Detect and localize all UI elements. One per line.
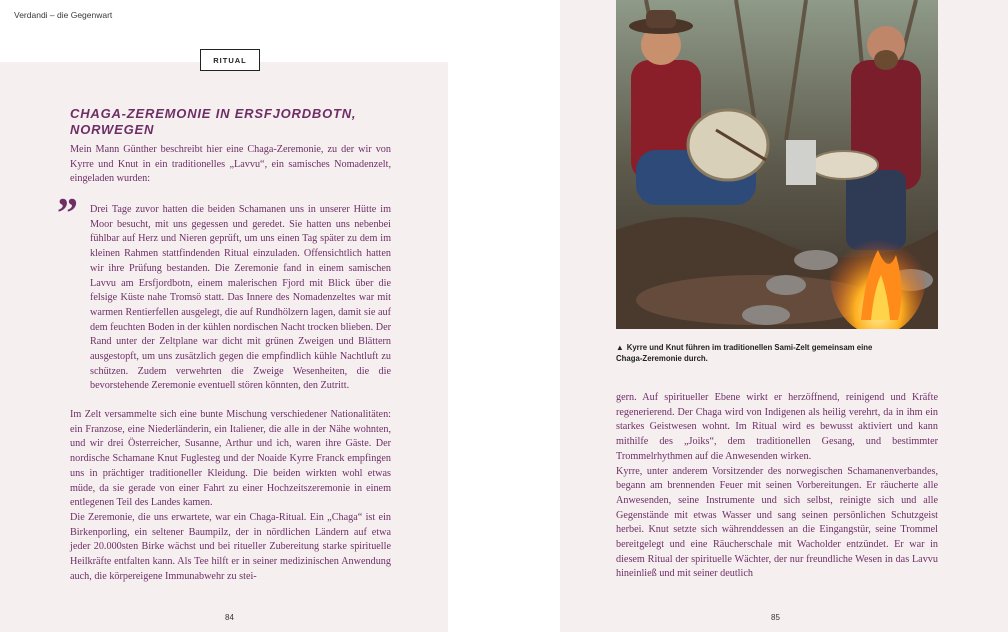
- ceremony-photo: [616, 0, 938, 329]
- section-label: RITUAL: [200, 49, 260, 71]
- caption-text: Kyrre und Knut führen im traditionellen Sami-Zelt gemeinsam eine Chaga-Zeremonie durch.: [616, 343, 873, 363]
- quote-mark-icon: ”: [57, 191, 78, 237]
- page-number-right: 85: [771, 613, 780, 622]
- triangle-marker-icon: ▲: [616, 343, 624, 352]
- right-paragraph-2: Kyrre, unter anderem Vorsitzender des norwegischen Schamanenverbandes, begann am brennenden Feuer mit seinen Vorbereitungen. Er räucherte alle Anwesenden, seine Instrumente und sich selbst, reinigte sich und alle Gegenstände mit etwas Wasser und sang seinen persönlichen Schutzgeist herbei. Knut setzte sich währenddessen an die Eingangstür, seine Trommel bereitgelegt und eine Räucherschale mit Wacholder entzündet. Er war in diesem Ritual der spirituelle Wächter, der nur freundliche Wesen in das Lavvu hineinließ und mit seiner deutlich: [616, 465, 938, 580]
- paragraph-3: Die Zeremonie, die uns erwartete, war ein Chaga-Ritual. Ein „Chaga“ ist ein Birkenporling, ein seltener Baumpilz, der in nördlichen Ländern auf etwa jeder 20.000sten Birke wächst und bei ritueller Zubereitung starke spirituelle Heilkräfte entfalten kann. Als Tee hilft er in seiner medizinischen Anwendung auch, die körpereigene Immunabwehr zu stei-: [70, 511, 391, 582]
- body-paragraphs: [70, 408, 391, 584]
- intro-paragraph: Mein Mann Günther beschreibt hier eine Chaga-Zeremonie, zu der wir von Kyrre und Knut in ein traditionelles „Lavvu“, ein samisches Nomadenzelt, eingeladen wurden:: [70, 144, 391, 185]
- page-number-left: 84: [225, 613, 234, 622]
- quote-paragraph: Drei Tage zuvor hatten die beiden Schamanen uns in unserer Hütte im Moor besucht, mit uns gegessen und geredet. Sie hatten uns nebenbei fühlbar auf Herz und Nieren geprüft, um uns einen Tag später zu dem im kleinen Rahmen stattfindenden Ritual einzuladen. Offensichtlich hatten wir ihre Prüfung bestanden. Die Zeremonie fand in einem samischen Lavvu am Ersfjordbotn, einem malerischen Fjord mit Blick über die felsige Küste nahe Tromsö statt. Das Innere des Nomadenzeltes war mit warmen Rentierfellen ausgelegt, die auf Rundhölzern lagen, damit sie auf dem feuchten Boden in der kühlen nordischen Nacht trocken blieben. Der Rand unter der Zeltplane war dicht mit grünen Zweigen und Blättern ausgestopft, um uns zusätzlich gegen die empfindlich kühle Nachtluft zu schützen. Zudem verwehrten die Zweige Wesenheiten, die die bevorstehende Zeremonie eventuell stören könnten, den Zutritt.: [90, 204, 391, 392]
- running-header: Verdandi – die Gegenwart: [14, 10, 113, 20]
- paragraph-2: Im Zelt versammelte sich eine bunte Mischung verschiedener Nationalitäten: ein Franzose, eine Niederländerin, ein Italiener, die alle in der Nähe wohnten, und wir drei Österreicher, Susanne, Arthur und ich, waren ihre Gäste. Der nordische Schamane Knut Fuglesteg und der Noaide Kyrre Franck empfingen uns in prächtiger traditioneller Kleidung. Die beiden wirkten wohl etwas müde, da sie gerade von einer Fahrt zu einer Hochzeitszeremonie in einem entlegenen Teil des Landes kamen.: [70, 409, 391, 509]
- right-body-text: [616, 391, 938, 582]
- right-paragraph-1: gern. Auf spiritueller Ebene wirkt er herzöffnend, reinigend und Kräfte regenerierend. Der Chaga wird von Indigenen als heilig verehrt, da in ihm ein starkes Geistwesen wohnt. Im Ritual wird es bewusst aktiviert und kann mithilfe des „Joiks“, dem traditionellen Gesang, und bestimmter Trommelrhythmen auf die Anwesenden wirken.: [616, 392, 938, 462]
- photo-caption: [616, 342, 876, 364]
- chapter-title: CHAGA-ZEREMONIE IN ERSFJORDBOTN, NORWEGEN: [70, 106, 357, 137]
